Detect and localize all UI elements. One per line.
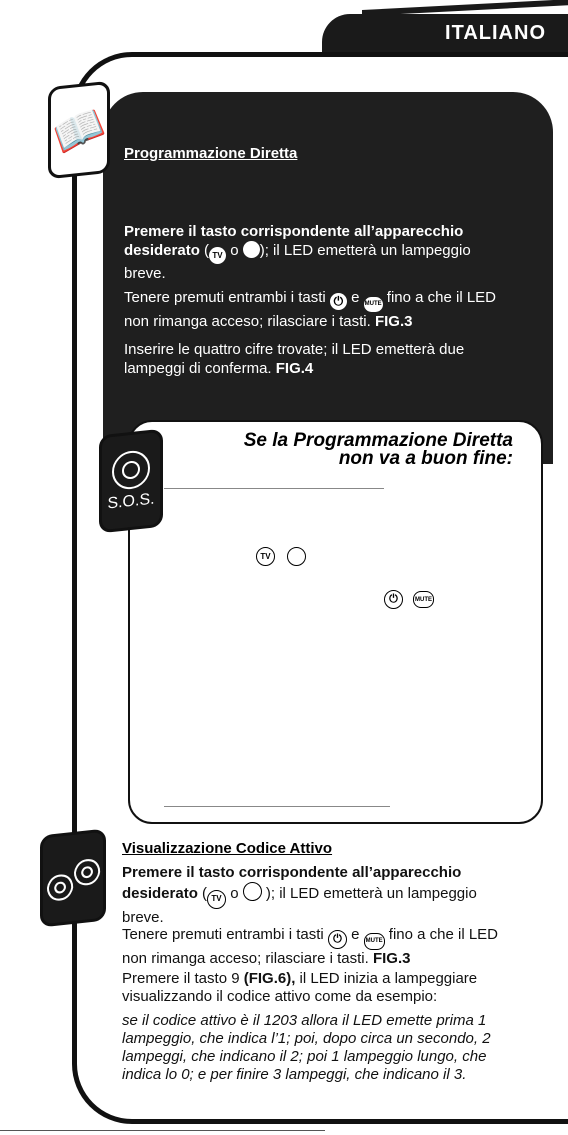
direct-step-2-a: Tenere premuti entrambi i tasti: [124, 289, 330, 306]
view-blank-button-icon: [243, 882, 262, 901]
sos-title-line-2: non va a buon fine:: [338, 448, 513, 469]
sos-mute-button-icon: MUTE: [413, 591, 434, 608]
mute-button-icon: MUTE: [364, 297, 383, 312]
sos-divider-top: [164, 488, 384, 489]
view-step-2: [122, 926, 522, 968]
direct-step-3: [124, 340, 516, 378]
view-step-1-or: o: [226, 885, 243, 902]
direct-step-1-rest: ); il LED emetterà un lampeggio breve.: [124, 242, 471, 282]
view-step-1-rest: ); il LED emetterà un lampeggio breve.: [122, 885, 477, 926]
direct-step-2: [124, 288, 516, 331]
view-step-1-bold: Premere il tasto corrispondente all’apparecchio desiderato: [122, 864, 462, 902]
sos-title: [244, 432, 513, 468]
direct-step-1-open: (: [199, 242, 210, 259]
direct-step-1-bold: Premere il tasto corrispondente all’apparecchio desiderato: [124, 223, 464, 259]
footer-rule: [0, 1130, 325, 1131]
view-step-3-a: Premere il tasto 9: [122, 970, 244, 987]
book-icon: 📖: [48, 81, 110, 180]
sos-power-button-icon: ⏻: [384, 590, 403, 609]
view-step-3: [122, 970, 522, 1006]
direct-step-1-or: o: [226, 242, 243, 259]
direct-step-3-a: Inserire le quattro cifre trovate; il LED emetterà due lampeggi di conferma.: [124, 341, 465, 377]
sos-label: S.O.S.: [107, 490, 155, 513]
direct-step-2-fig: FIG.3: [374, 313, 413, 330]
sos-divider-bottom: [164, 806, 390, 807]
direct-programming-title: Programmazione Diretta: [124, 145, 298, 162]
view-step-2-and: e: [346, 926, 364, 943]
tv-button-icon: TV: [209, 247, 226, 264]
direct-step-2-b: fino a che il LED non rimanga acceso; rilasciare i tasti.: [124, 289, 497, 330]
sos-blank-button-icon: [287, 547, 306, 566]
view-power-button-icon: ⏻: [328, 930, 347, 949]
direct-step-3-fig: FIG.4: [275, 360, 314, 377]
direct-step-1: [124, 222, 516, 283]
view-step-2-b: fino a che il LED non rimanga acceso; rilasciare i tasti.: [122, 926, 499, 967]
sos-icon: [99, 429, 163, 534]
sos-title-line-1: Se la Programmazione Diretta: [243, 430, 513, 451]
view-mute-button-icon: MUTE: [364, 933, 385, 950]
view-example: se il codice attivo è il 1203 allora il LED emette prima 1 lampeggio, che indica l’1; poi, dopo circa un secondo, 2 lampeggi, che indicano il 2; poi 1 lampeggio lungo, che indica lo 0; e per finire 3 lampeggi, che indicano il 3.: [122, 1012, 491, 1083]
blank-button-icon: [243, 241, 260, 258]
power-button-icon: ⏻: [330, 293, 347, 310]
view-tv-button-icon: TV: [207, 890, 226, 909]
view-step-2-fig: FIG.3: [372, 949, 411, 967]
view-step-2-a: Tenere premuti entrambi i tasti: [122, 926, 328, 943]
view-step-1: [122, 864, 522, 927]
language-label: ITALIANO: [445, 22, 546, 44]
view-step-3-b: il LED inizia a lampeggiare visualizzando il codice attivo come da esempio:: [122, 970, 478, 1005]
binoculars-icon: ◎◎: [40, 829, 106, 928]
sos-tv-button-icon: TV: [256, 547, 275, 566]
remote-wheel-icon: [112, 449, 150, 491]
sos-box: [128, 420, 543, 824]
view-step-1-open: (: [197, 885, 208, 902]
view-step-3-fig: (FIG.6),: [243, 970, 296, 987]
language-tab: [322, 14, 568, 54]
direct-step-2-and: e: [346, 289, 364, 306]
view-code-title: Visualizzazione Codice Attivo: [122, 840, 333, 857]
